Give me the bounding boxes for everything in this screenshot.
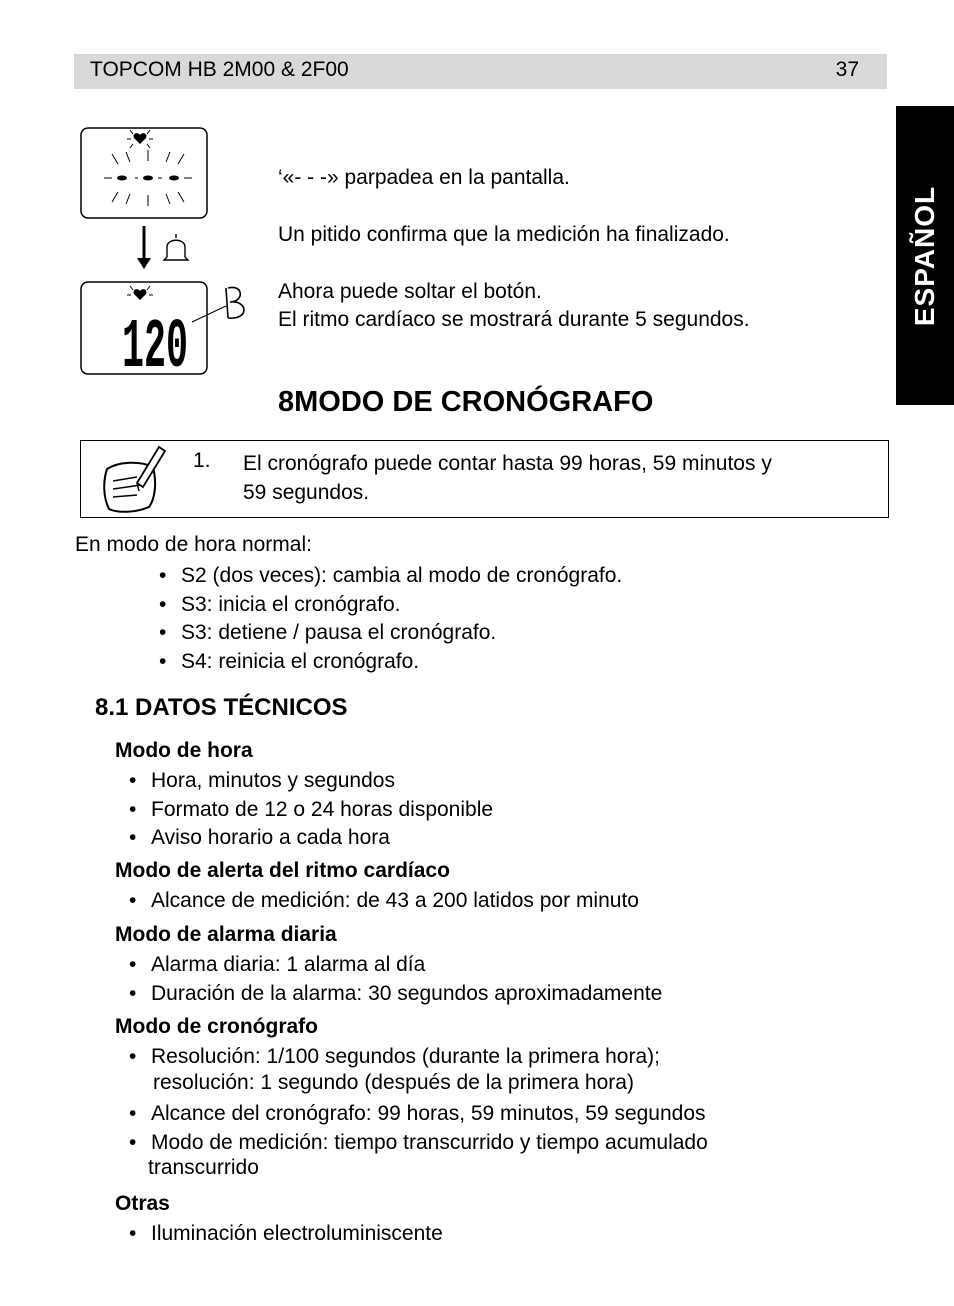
other-heading: Otras (115, 1192, 170, 1215)
header-title: TOPCOM HB 2M00 & 2F00 (90, 58, 349, 81)
note-number: 1. (193, 449, 211, 472)
list-item: • S2 (dos veces): cambia al modo de cronógrafo. (159, 564, 623, 587)
list-item: • Duración de la alarma: 30 segundos aproximadamente (129, 981, 663, 1005)
other-list (129, 1220, 443, 1249)
tech-data-title: 8.1 DATOS TÉCNICOS (95, 694, 348, 721)
list-item: • Formato de 12 o 24 horas disponible (129, 797, 494, 821)
list-item: • Hora, minutos y segundos (129, 769, 395, 792)
list-item: • Alcance del cronógrafo: 99 horas, 59 minutos, 59 segundos (129, 1102, 706, 1125)
arrow-down-icon (137, 226, 151, 269)
alarm-mode-list (129, 951, 663, 1008)
chrono-mode-heading: Modo de cronógrafo (115, 1015, 318, 1038)
list-item: • Aviso horario a cada hora (129, 826, 390, 849)
list-item: • S3: detiene / pausa el cronógrafo. (159, 621, 497, 644)
blink-description: ‘«- - -» parpadea en la pantalla. (278, 166, 570, 189)
normal-mode-intro: En modo de hora normal: (75, 533, 312, 556)
list-item: • Alarma diaria: 1 alarma al día (129, 953, 426, 976)
language-tab (896, 106, 954, 405)
heart-mode-heading: Modo de alerta del ritmo cardíaco (115, 859, 450, 882)
time-mode-list (129, 767, 494, 853)
note-text (243, 449, 772, 507)
language-tab-label: ESPAÑOL (909, 185, 940, 326)
normal-mode-list (159, 562, 623, 676)
alarm-mode-heading: Modo de alarma diaria (115, 923, 337, 946)
page-number: 37 (835, 58, 859, 81)
release-description: Ahora puede soltar el botón. (278, 280, 542, 303)
heart-mode-list (129, 887, 639, 916)
list-item: • Alcance de medición: de 43 a 200 latidos por minuto (129, 889, 639, 912)
heart-icon (127, 130, 153, 148)
heart-icon (127, 286, 153, 300)
list-item: • S4: reinicia el cronógrafo. (159, 649, 420, 673)
chrono-measure-continuation: transcurrido (148, 1156, 259, 1179)
display-value: 120 (122, 309, 188, 380)
heart-rate-description: El ritmo cardíaco se mostrará durante 5 segundos. (278, 308, 750, 331)
bell-icon (164, 234, 188, 260)
callout-b-icon (192, 287, 244, 322)
time-mode-heading: Modo de hora (115, 739, 253, 762)
page-header (74, 54, 887, 89)
list-item: • S3: inicia el cronógrafo. (159, 592, 401, 616)
top-display-frame (81, 128, 207, 218)
note-line: 59 segundos. (243, 481, 370, 504)
list-item: • Resolución: 1/100 segundos (durante la primera hora); (129, 1045, 660, 1068)
beep-description: Un pitido confirma que la medición ha finalizado. (278, 223, 730, 246)
watch-display-illustration (78, 124, 258, 380)
blinking-dashes-icon (104, 150, 192, 206)
note-pencil-icon (97, 443, 169, 515)
note-line: El cronógrafo puede contar hasta 99 horas, 59 minutos y (243, 452, 772, 475)
chrono-resolution-continuation: resolución: 1 segundo (después de la primera hora) (153, 1071, 634, 1094)
list-item: • Modo de medición: tiempo transcurrido y tiempo acumulado (129, 1130, 708, 1154)
section-title: 8MODO DE CRONÓGRAFO (278, 386, 654, 418)
note-box (80, 440, 889, 518)
list-item: • Iluminación electroluminiscente (129, 1222, 443, 1245)
chrono-mode-list (129, 1043, 708, 1157)
